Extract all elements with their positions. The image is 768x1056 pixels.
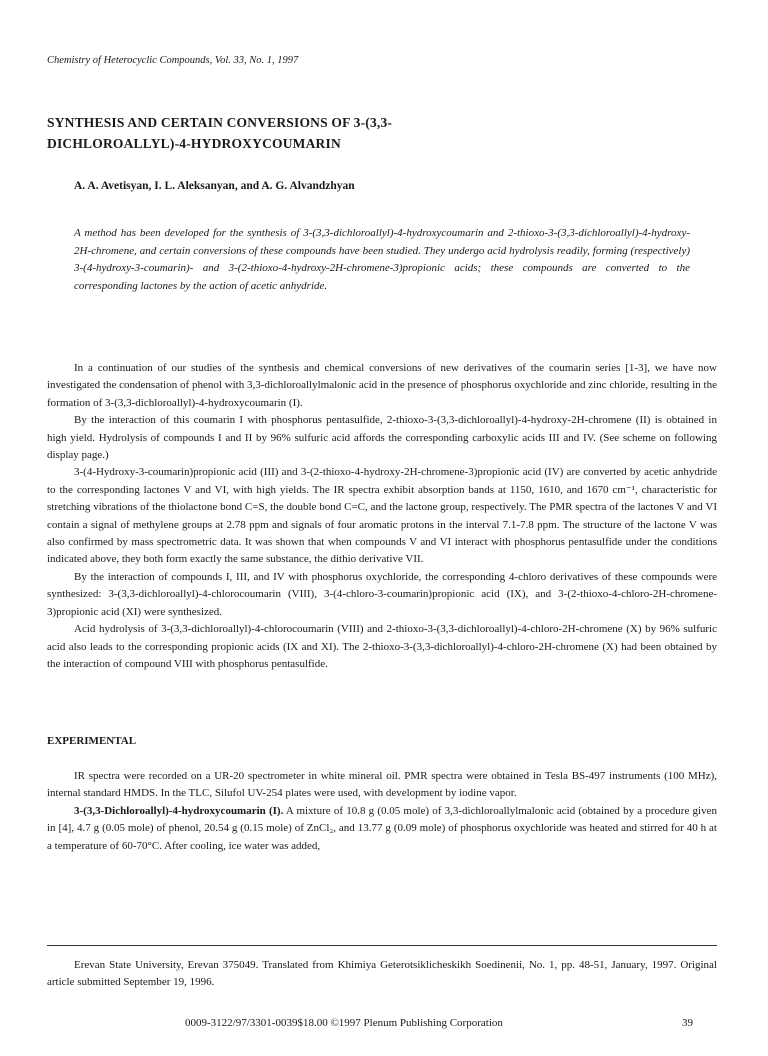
paragraph-text: A mixture of 10.8 g (0.05 mole) of 3,3-dichloroallylmalonic acid (obtained by a procedure given in [4], 4.7 g (0.05 mole) of phenol, 20.54 g (0.15 mole) of ZnCl₂, and 13.77 g (0.09 mole) of phosphorus oxychloride was heated and stirred for 40 h at a temperature of 60-70°C. After cooling, ice water was added, [47,804,717,852]
paragraph [47,803,717,855]
title-line-2: DICHLOROALLYL)-4-HYDROXYCOUMARIN [47,136,341,151]
compound-heading: 3-(3,3-Dichloroallyl)-4-hydroxycoumarin (I). [74,804,284,817]
footnote-divider [47,945,717,946]
abstract: A method has been developed for the synthesis of 3-(3,3-dichloroallyl)-4-hydroxycoumarin and 2-thioxo-3-(3,3-dichloroallyl)-4-hydroxy-2H-chromene, and certain conversions of these compounds have been studied. They undergo acid hydrolysis readily, forming (respectively) 3-(4-hydroxy-3-coumarin)- and 3-(2-thioxo-4-hydroxy-2H-chromene-3)propionic acids; these compounds are converted to the corresponding lactones by the action of acetic anhydride. [74,227,690,292]
page-number: 39 [682,1017,693,1029]
title-line-1: SYNTHESIS AND CERTAIN CONVERSIONS OF 3-(3,3- [47,115,393,130]
paragraph: By the interaction of compounds I, III, and IV with phosphorus oxychloride, the corresponding 4-chloro derivatives of these compounds were synthesized: 3-(3,3-dichloroallyl)-4-chlorocoumarin (VIII), 3-(4-chloro-3-coumarin)propionic acid (IX), and 3-(2-thioxo-4-chloro-2H-chromene-3)propionic acid (XI) were synthesized. [47,570,717,618]
copyright-code: 0009-3122/97/3301-0039$18.00 ©1997 Plenum Publishing Corporation [185,1017,503,1029]
paragraph: In a continuation of our studies of the synthesis and chemical conversions of new derivatives of the coumarin series [1-3], we have now investigated the condensation of phenol with 3,3-dichloroallylmalonic acid in the presence of phosphorus oxychloride and zinc chloride, resulting in the formation of 3-(3,3-dichloroallyl)-4-hydroxycoumarin (I). [47,362,717,409]
paragraph: IR spectra were recorded on a UR-20 spectrometer in white mineral oil. PMR spectra were obtained in Tesla BS-497 instruments (100 MHz), internal standard HMDS. In the TLC, Silufol UV-254 plates were used, with development by iodine vapor. [47,770,717,800]
paragraph: Acid hydrolysis of 3-(3,3-dichloroallyl)-4-chlorocoumarin (VIII) and 2-thioxo-3-(3,3-dichloroallyl)-4-chloro-2H-chromene (X) by 96% sulfuric acid also leads to the corresponding propionic acids (IX and XI). The 2-thioxo-3-(3,3-dichloroallyl)-4-chloro-2H-chromene (X) had been obtained by the interaction of compound VIII with phosphorus pentasulfide. [47,623,717,670]
journal-citation: Chemistry of Heterocyclic Compounds, Vol. 33, No. 1, 1997 [47,55,299,66]
authors: A. A. Avetisyan, I. L. Aleksanyan, and A. G. Alvandzhyan [74,180,355,192]
article-title [47,112,607,154]
introduction-body [47,360,717,673]
paragraph: By the interaction of this coumarin I with phosphorus pentasulfide, 2-thioxo-3-(3,3-dichloroallyl)-4-hydroxy-2H-chromene (II) is obtained in high yield. Hydrolysis of compounds I and II by 96% sulfuric acid affords the corresponding carboxylic acids III and IV. (See scheme on following display page.) [47,414,717,462]
experimental-body [47,768,717,855]
footnote: Erevan State University, Erevan 375049. Translated from Khimiya Geterotsiklicheskikh Soedinenii, No. 1, pp. 48-51, January, 1997. Original article submitted September 19, 1996. [47,959,717,988]
section-heading-experimental: EXPERIMENTAL [47,735,137,747]
paragraph: 3-(4-Hydroxy-3-coumarin)propionic acid (III) and 3-(2-thioxo-4-hydroxy-2H-chromene-3)propionic acid (IV) are converted by acetic anhydride to the corresponding lactones V and VI, with high yields. The IR spectra exhibit absorption bands at 1150, 1610, and 1670 cm⁻¹, characteristic for stretching vibrations of the thiolactone bond C=S, the double bond C=C, and the lactone group, respectively. The PMR spectra of the lactones V and VI contain a signal of methylene groups at 2.78 ppm and signals of four aromatic protons in the interval 7.1-7.8 ppm. The structure of the lactone V was also confirmed by mass spectrometric data. It was shown that when compounds V and VI interact with phosphorus pentasulfide under the conditions indicated above, they both form exactly the same substance, the dithio derivative VII. [47,466,717,566]
